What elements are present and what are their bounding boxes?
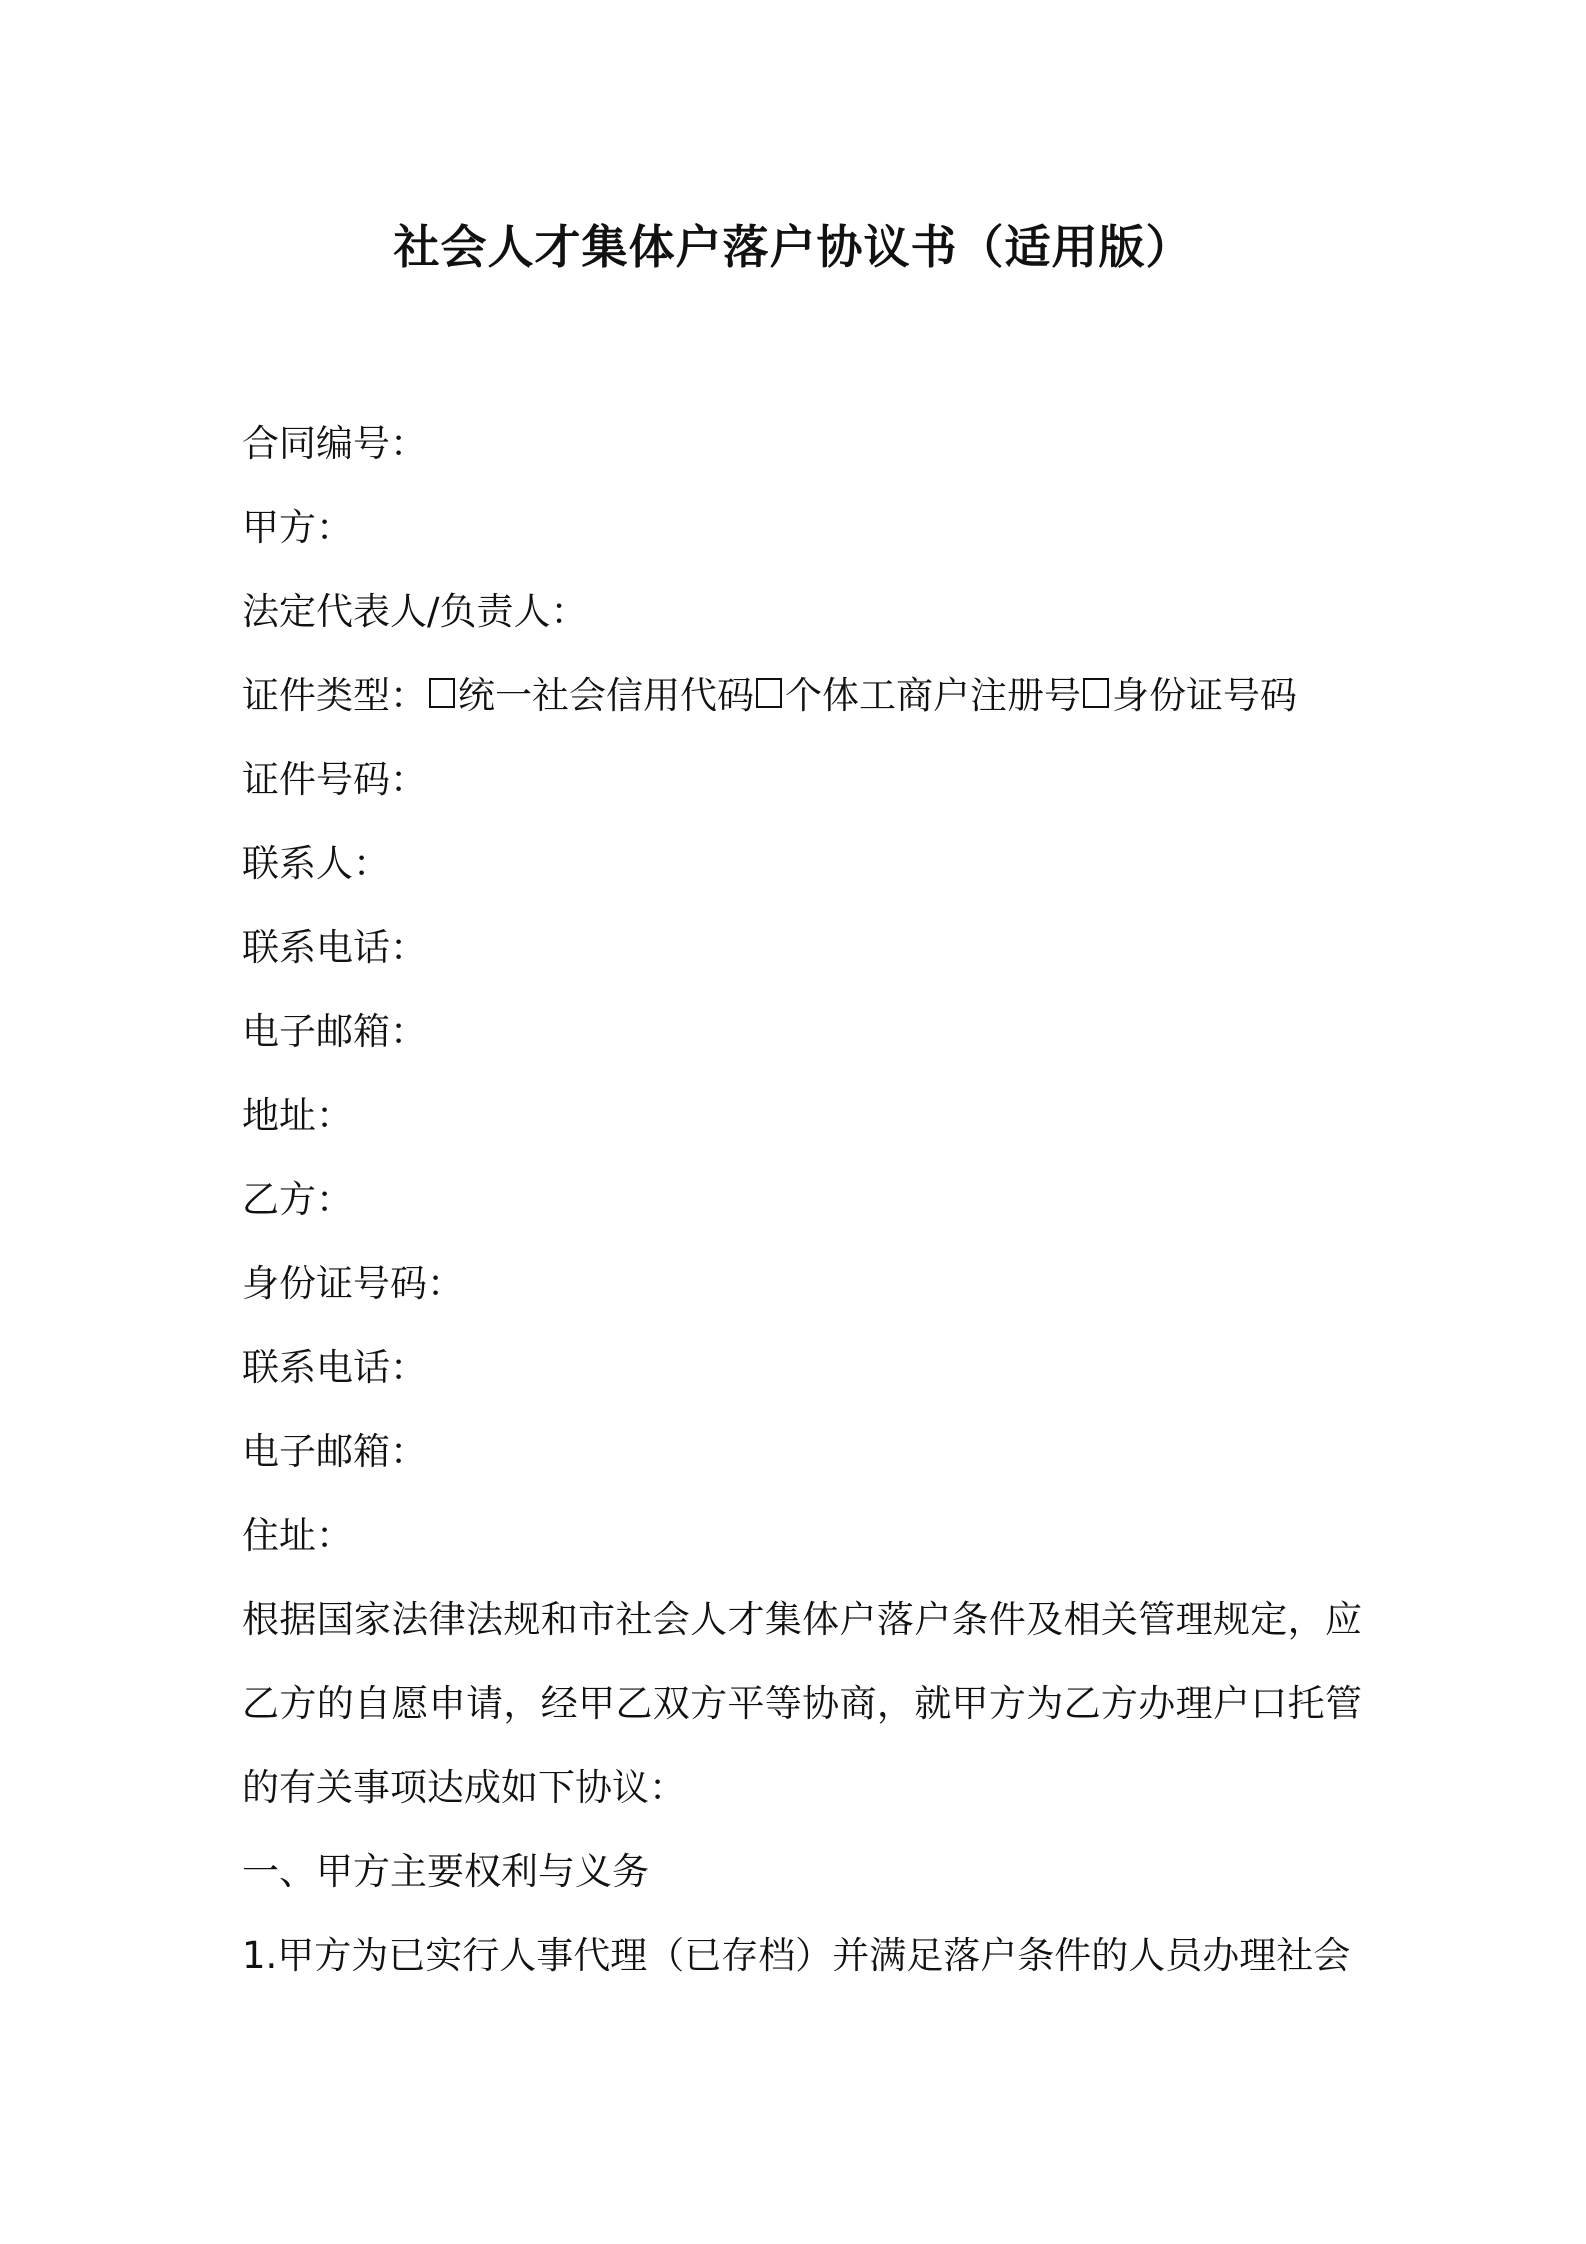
clause-1-text: 1.甲方为已实行人事代理（已存档）并满足落户条件的人员办理社会: [242, 1934, 1351, 1977]
field-certificate-type: [242, 654, 1362, 738]
section-heading-party-a-rights: 一、甲方主要权利与义务: [242, 1850, 649, 1893]
checkbox-business-registration[interactable]: [756, 678, 782, 708]
field-party-b: 乙方：: [242, 1178, 353, 1221]
field-contract-number: 合同编号：: [242, 422, 427, 465]
option-credit-code: 统一社会信用代码: [458, 674, 754, 717]
field-party-b-email: 电子邮箱：: [242, 1430, 427, 1473]
field-contact-person: 联系人：: [242, 842, 390, 885]
document-body: [242, 402, 1362, 1998]
preamble-paragraph: 根据国家法律法规和市社会人才集体户落户条件及相关管理规定，应乙方的自愿申请，经甲乙双方平等协商，就甲方为乙方办理户口托管的有关事项达成如下协议：: [242, 1598, 1362, 1809]
checkbox-credit-code[interactable]: [429, 678, 455, 708]
field-party-b-residence: 住址：: [242, 1514, 353, 1557]
field-party-a: 甲方：: [242, 506, 353, 549]
field-party-a-address: 地址：: [242, 1094, 353, 1137]
field-party-b-id-number: 身份证号码：: [242, 1262, 464, 1305]
field-certificate-number: 证件号码：: [242, 758, 427, 801]
field-legal-representative: 法定代表人/负责人：: [242, 590, 588, 633]
document-title: 社会人才集体户落户协议书（适用版）: [393, 220, 1193, 274]
option-id-card: 身份证号码: [1112, 674, 1297, 717]
certificate-type-label: 证件类型：: [242, 674, 427, 717]
checkbox-id-card[interactable]: [1083, 678, 1109, 708]
field-party-a-email: 电子邮箱：: [242, 1010, 427, 1053]
field-party-b-phone: 联系电话：: [242, 1346, 427, 1389]
option-business-registration: 个体工商户注册号: [785, 674, 1081, 717]
field-party-a-phone: 联系电话：: [242, 926, 427, 969]
